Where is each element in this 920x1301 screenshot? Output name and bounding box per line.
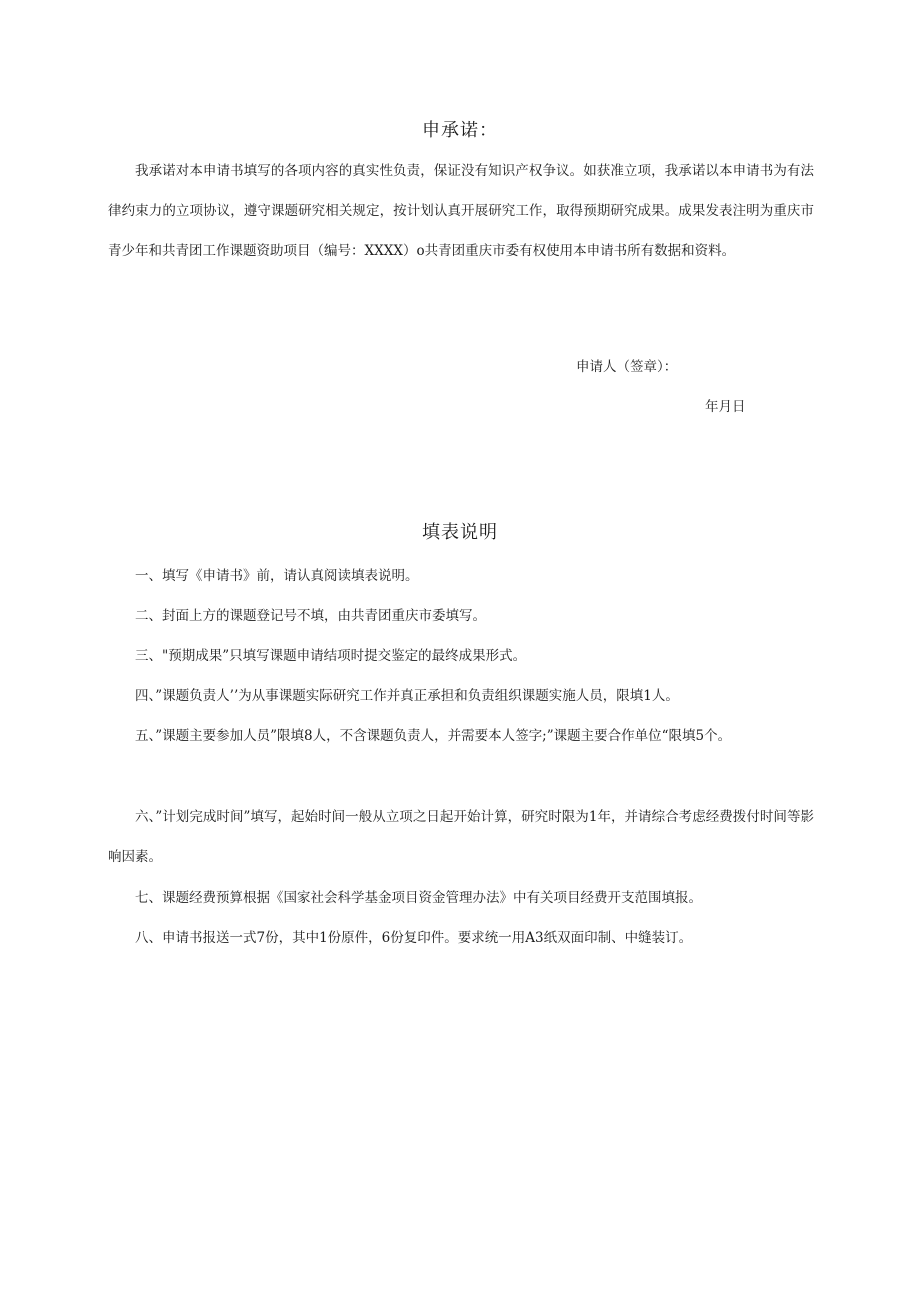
instruction-item-5: 五、”课题主要参加人员”限填8人，不含课题负责人，并需要本人签字;”课题主要合作单位“限填5个。 bbox=[135, 728, 732, 744]
instruction-item-2: 二、封面上方的课题登记号不填，由共青团重庆市委填写。 bbox=[135, 608, 486, 624]
instruction-item-6: 六、”计划完成时间”填写，起始时间一般从立项之日起开始计算，研究时限为1年，并请综合考虑经费拨付时间等影响因素。 bbox=[108, 809, 814, 865]
instruction-item-3: 三、"预期成果”只填写课题申请结项时提交鉴定的最终成果形式。 bbox=[135, 648, 527, 664]
instruction-item-4: 四、”课题负责人’’为从事课题实际研究工作并真正承担和负责组织课题实施人员，限填1人。 bbox=[135, 688, 679, 704]
signature-label: 申请人（签章）： bbox=[576, 359, 678, 375]
pledge-body: 我承诺对本申请书填写的各项内容的真实性负责，保证没有知识产权争议。如获准立项，我承诺以本申请书为有法律约束力的立项协议，遵守课题研究相关规定，按计划认真开展研究工作，取得预期研究成果。成果发表注明为重庆市青少年和共青团工作课题资助项目（编号：XXXX）o共青团重庆市委有权使用本申请书所有数据和资料。 bbox=[108, 163, 814, 259]
instruction-item-8: 八、申请书报送一式7份，其中1份原件，6份复印件。要求统一用A3纸双面印制、中缝装订。 bbox=[135, 930, 693, 946]
date-label: 年月日 bbox=[705, 399, 746, 415]
instruction-item-7: 七、课题经费预算根据《国家社会科学基金项目资金管理办法》中有关项目经费开支范围填报。 bbox=[135, 890, 702, 906]
instruction-item-1: 一、填写《申请书》前，请认真阅读填表说明。 bbox=[135, 568, 419, 584]
instructions-title: 填表说明 bbox=[422, 522, 498, 543]
pledge-title: 申承诺： bbox=[422, 120, 498, 141]
